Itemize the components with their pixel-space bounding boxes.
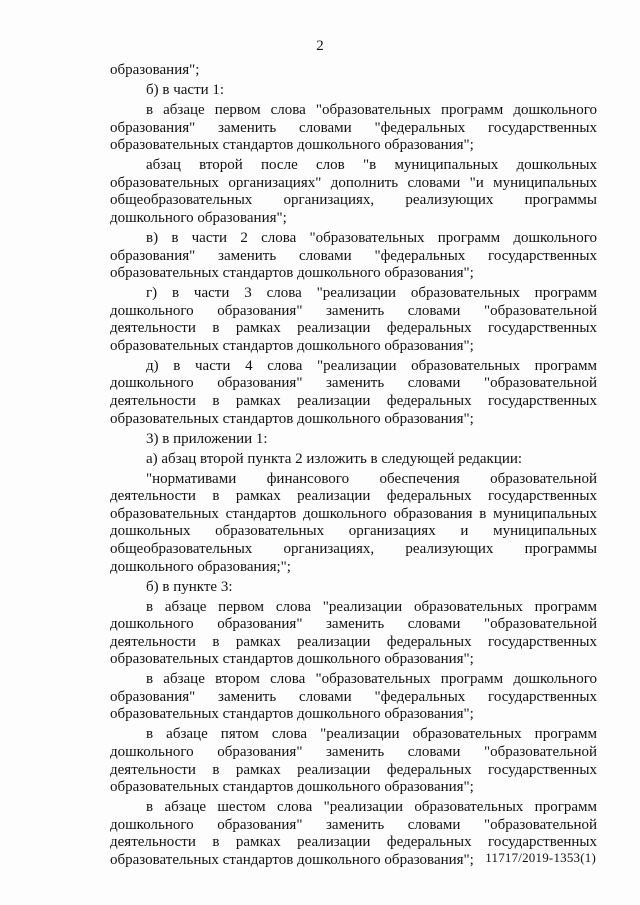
paragraph: г) в части 3 слова "реализации образовательных программ дошкольного образования" заменить словами "образовательной деятельности в рамках реализации федеральных государственных образовательных стандартов дошкольного образования"; bbox=[110, 285, 597, 354]
page-number: 2 bbox=[316, 38, 324, 54]
paragraph: а) абзац второй пункта 2 изложить в следующей редакции: bbox=[146, 450, 523, 467]
paragraph: в абзаце пятом слова "реализации образовательных программ дошкольного образования" заменить словами "образовательной деятельности в рамках реализации федеральных государственных образовательных стандартов дошкольного образования"; bbox=[110, 726, 597, 796]
paragraph: д) в части 4 слова "реализации образовательных программ дошкольного образования" заменить словами "образовательной деятельности в рамках реализации федеральных государственных образовательных стандартов дошкольного образования"; bbox=[110, 357, 597, 427]
paragraph: б) в пункте 3: bbox=[146, 578, 233, 595]
paragraph: 3) в приложении 1: bbox=[146, 430, 268, 447]
paragraph: образования"; bbox=[110, 62, 200, 78]
paragraph: "нормативами финансового обеспечения образовательной деятельности в рамках реализации федеральных государственных образовательных стандартов дошкольного образования в муниципальных дошкольных образовательных организациях и муниципальных общеобразовательных организациях, реализующих программы дошкольного образования;"; bbox=[110, 470, 597, 575]
document-code: 11717/2019-1353(1) bbox=[485, 850, 596, 865]
paragraph: абзац второй после слов "в муниципальных дошкольных образовательных организациях" дополнить словами "и муниципальных общеобразовательных организациях, реализующих программы дошкольного образования"; bbox=[110, 157, 597, 226]
paragraph: в абзаце втором слова "образовательных программ дошкольного образования" заменить словами "федеральных государственных образовательных стандартов дошкольного образования"; bbox=[110, 671, 597, 723]
document-body bbox=[110, 62, 597, 872]
paragraph: в) в части 2 слова "образовательных программ дошкольного образования" заменить словами "федеральных государственных образовательных стандартов дошкольного образования"; bbox=[110, 229, 597, 282]
paragraph: б) в части 1: bbox=[146, 81, 225, 98]
paragraph: в абзаце первом слова "реализации образовательных программ дошкольного образования" заменить словами "образовательной деятельности в рамках реализации федеральных государственных образовательных стандартов дошкольного образования"; bbox=[110, 598, 597, 668]
paragraph: в абзаце первом слова "образовательных программ дошкольного образования" заменить словами "федеральных государственных образовательных стандартов дошкольного образования"; bbox=[110, 101, 597, 154]
paragraph: в абзаце шестом слова "реализации образовательных программ дошкольного образования" заменить словами "образовательной деятельности в рамках реализации федеральных государственных образовательных стандартов дошкольного образования"; bbox=[110, 799, 597, 868]
